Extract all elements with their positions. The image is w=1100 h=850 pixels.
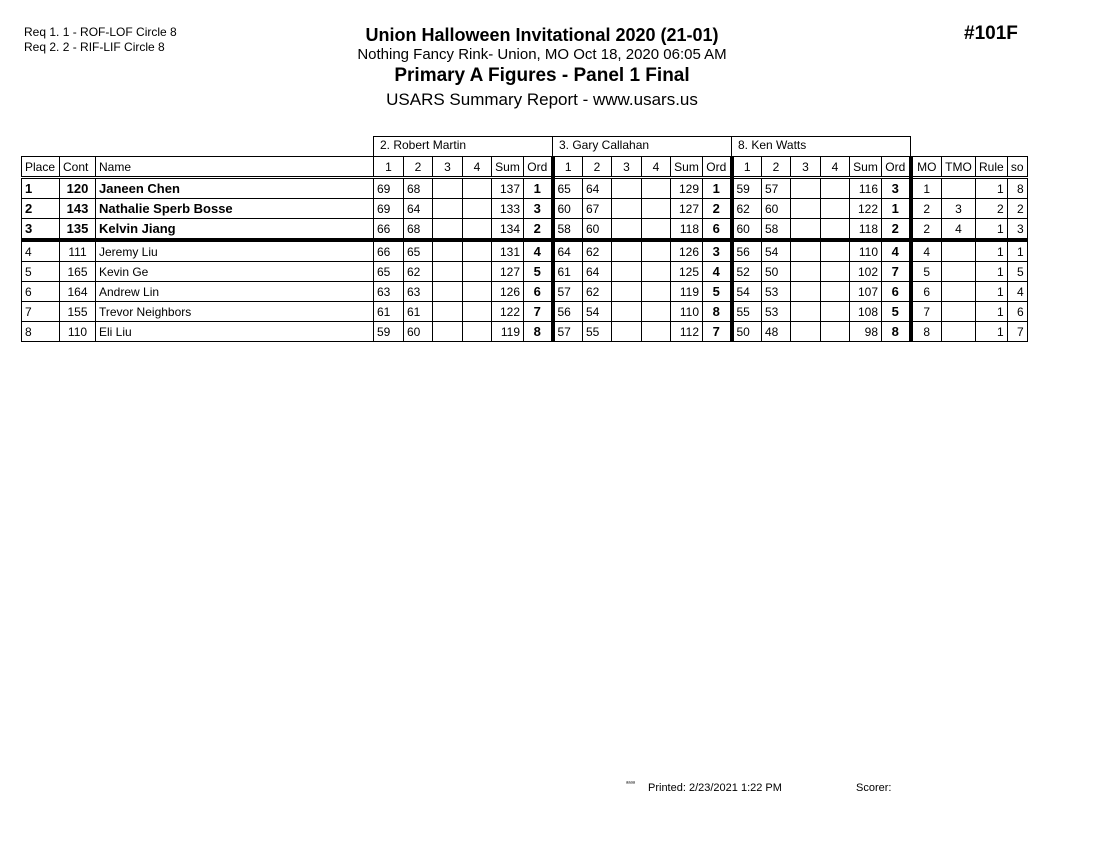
judge-2-fig3-score — [612, 219, 642, 241]
judge-2-fig3-score — [612, 322, 642, 342]
judge-2-sum: 118 — [671, 219, 703, 241]
judge-3-fig3-score — [791, 282, 821, 302]
table-row — [22, 178, 1028, 199]
judge-3-ordinal: 8 — [882, 322, 911, 342]
judge-3-fig4-score — [821, 262, 850, 282]
judge-1-fig1-score: 66 — [374, 240, 404, 262]
name-cell: Trevor Neighbors — [96, 302, 374, 322]
judge-1-fig3-score — [433, 178, 463, 199]
col-j1-fig2: 2 — [404, 157, 433, 178]
judge-1-fig4-score — [463, 262, 492, 282]
judge-2-fig1-score: 61 — [553, 262, 583, 282]
cont-cell: 111 — [60, 240, 96, 262]
place-cell: 7 — [22, 302, 60, 322]
mo-cell: 4 — [911, 240, 942, 262]
judge-2-fig2-score: 64 — [583, 178, 612, 199]
place-cell: 3 — [22, 219, 60, 241]
judge-2-fig1-score: 57 — [553, 282, 583, 302]
judge-2-fig4-score — [642, 322, 671, 342]
judge-2-ordinal: 8 — [703, 302, 732, 322]
judge-3-fig3-score — [791, 199, 821, 219]
judge-2-fig4-score — [642, 199, 671, 219]
judge-1-name: 2. Robert Martin — [374, 137, 553, 157]
name-cell: Kelvin Jiang — [96, 219, 374, 241]
judge-3-fig1-score: 62 — [732, 199, 762, 219]
judge-3-sum: 110 — [850, 240, 882, 262]
judge-1-fig1-score: 69 — [374, 199, 404, 219]
venue-line: Nothing Fancy Rink- Union, MO Oct 18, 2020 06:05 AM — [357, 46, 727, 63]
name-cell: Eli Liu — [96, 322, 374, 342]
judge-header-row — [22, 137, 1028, 157]
mo-cell: 5 — [911, 262, 942, 282]
judge-2-sum: 129 — [671, 178, 703, 199]
col-j3-fig1: 1 — [732, 157, 762, 178]
judge-2-fig1-score: 57 — [553, 322, 583, 342]
so-cell: 5 — [1007, 262, 1027, 282]
mo-cell: 7 — [911, 302, 942, 322]
judge-2-fig4-score — [642, 302, 671, 322]
judge-2-sum: 125 — [671, 262, 703, 282]
judge-2-fig2-score: 60 — [583, 219, 612, 241]
name-cell: Jeremy Liu — [96, 240, 374, 262]
judge-2-sum: 110 — [671, 302, 703, 322]
rule-cell: 1 — [976, 262, 1008, 282]
judge-1-sum: 137 — [492, 178, 524, 199]
place-cell: 1 — [22, 178, 60, 199]
judge-1-fig2-score: 61 — [404, 302, 433, 322]
judge-3-fig4-score — [821, 282, 850, 302]
col-j2-ord: Ord — [703, 157, 732, 178]
judge-1-fig2-score: 60 — [404, 322, 433, 342]
rule-cell: 2 — [976, 199, 1008, 219]
col-rule: Rule — [976, 157, 1008, 178]
judge-1-ordinal: 4 — [524, 240, 553, 262]
judge-1-fig4-score — [463, 282, 492, 302]
judge-2-ordinal: 1 — [703, 178, 732, 199]
judge-2-fig4-score — [642, 282, 671, 302]
judge-1-fig1-score: 63 — [374, 282, 404, 302]
mo-cell: 2 — [911, 219, 942, 241]
table-row — [22, 282, 1028, 302]
judge-1-fig2-score: 64 — [404, 199, 433, 219]
so-cell: 3 — [1007, 219, 1027, 241]
tmo-cell — [942, 262, 976, 282]
judge-2-ordinal: 3 — [703, 240, 732, 262]
rule-cell: 1 — [976, 322, 1008, 342]
judge-1-fig3-score — [433, 219, 463, 241]
judge-3-fig1-score: 55 — [732, 302, 762, 322]
report-header — [300, 24, 784, 111]
judge-3-ordinal: 3 — [882, 178, 911, 199]
col-j3-fig4: 4 — [821, 157, 850, 178]
judge-3-fig1-score: 60 — [732, 219, 762, 241]
judge-3-fig3-score — [791, 302, 821, 322]
judge-3-fig4-score — [821, 322, 850, 342]
place-cell: 4 — [22, 240, 60, 262]
judge-2-ordinal: 5 — [703, 282, 732, 302]
mo-cell: 8 — [911, 322, 942, 342]
judge-2-fig2-score: 67 — [583, 199, 612, 219]
rule-cell: 1 — [976, 282, 1008, 302]
judge-1-ordinal: 8 — [524, 322, 553, 342]
judge-1-fig2-score: 62 — [404, 262, 433, 282]
judge-1-sum: 122 — [492, 302, 524, 322]
col-j1-fig3: 3 — [433, 157, 463, 178]
judge-3-fig4-score — [821, 199, 850, 219]
col-j3-fig2: 2 — [762, 157, 791, 178]
judge-3-fig1-score: 59 — [732, 178, 762, 199]
table-row — [22, 219, 1028, 241]
name-cell: Kevin Ge — [96, 262, 374, 282]
tmo-cell: 3 — [942, 199, 976, 219]
judge-2-ordinal: 6 — [703, 219, 732, 241]
judge-1-fig1-score: 59 — [374, 322, 404, 342]
col-j1-fig4: 4 — [463, 157, 492, 178]
place-cell: 5 — [22, 262, 60, 282]
judge-1-fig4-score — [463, 199, 492, 219]
judge-3-fig2-score: 57 — [762, 178, 791, 199]
requirement-1: Req 1. 1 - ROF-LOF Circle 8 — [24, 25, 177, 39]
tmo-cell — [942, 178, 976, 199]
judge-3-fig3-score — [791, 219, 821, 241]
so-cell: 7 — [1007, 322, 1027, 342]
judge-2-fig1-score: 58 — [553, 219, 583, 241]
judge-3-fig3-score — [791, 322, 821, 342]
judge-3-fig4-score — [821, 178, 850, 199]
judge-3-ordinal: 7 — [882, 262, 911, 282]
col-j2-fig2: 2 — [583, 157, 612, 178]
judge-1-sum: 133 — [492, 199, 524, 219]
judge-3-ordinal: 2 — [882, 219, 911, 241]
mo-cell: 2 — [911, 199, 942, 219]
judge-2-fig3-score — [612, 240, 642, 262]
judge-3-sum: 107 — [850, 282, 882, 302]
judge-3-sum: 102 — [850, 262, 882, 282]
judge-1-sum: 131 — [492, 240, 524, 262]
col-j1-ord: Ord — [524, 157, 553, 178]
judge-3-fig1-score: 52 — [732, 262, 762, 282]
col-j3-fig3: 3 — [791, 157, 821, 178]
mo-cell: 6 — [911, 282, 942, 302]
judge-2-fig2-score: 55 — [583, 322, 612, 342]
results-table — [21, 136, 1028, 342]
cont-cell: 155 — [60, 302, 96, 322]
judge-3-fig4-score — [821, 302, 850, 322]
judge-2-ordinal: 2 — [703, 199, 732, 219]
judge-1-fig1-score: 61 — [374, 302, 404, 322]
col-name: Name — [96, 157, 374, 178]
judge-3-fig3-score — [791, 240, 821, 262]
requirement-2: Req 2. 2 - RIF-LIF Circle 8 — [24, 40, 165, 54]
column-header-row — [22, 157, 1028, 178]
judge-3-ordinal: 4 — [882, 240, 911, 262]
judge-1-fig2-score: 63 — [404, 282, 433, 302]
judge-1-fig3-score — [433, 199, 463, 219]
judge-1-fig2-score: 68 — [404, 178, 433, 199]
judge-1-fig4-score — [463, 219, 492, 241]
judge-3-sum: 122 — [850, 199, 882, 219]
cont-cell: 135 — [60, 219, 96, 241]
judge-2-fig2-score: 64 — [583, 262, 612, 282]
judge-2-fig3-score — [612, 282, 642, 302]
judge-3-fig4-score — [821, 219, 850, 241]
judge-1-ordinal: 2 — [524, 219, 553, 241]
col-j3-ord: Ord — [882, 157, 911, 178]
so-cell: 8 — [1007, 178, 1027, 199]
rule-cell: 1 — [976, 219, 1008, 241]
judge-1-fig1-score: 69 — [374, 178, 404, 199]
judge-3-ordinal: 6 — [882, 282, 911, 302]
event-title: Union Halloween Invitational 2020 (21-01) — [365, 25, 719, 45]
judge-3-fig1-score: 56 — [732, 240, 762, 262]
col-j2-fig3: 3 — [612, 157, 642, 178]
judge-3-sum: 98 — [850, 322, 882, 342]
judge-2-fig4-score — [642, 240, 671, 262]
judge-3-fig2-score: 58 — [762, 219, 791, 241]
judge-1-ordinal: 1 — [524, 178, 553, 199]
judge-2-fig3-score — [612, 199, 642, 219]
judge-2-ordinal: 4 — [703, 262, 732, 282]
table-row — [22, 262, 1028, 282]
judge-2-ordinal: 7 — [703, 322, 732, 342]
judge-3-fig2-score: 50 — [762, 262, 791, 282]
mo-cell: 1 — [911, 178, 942, 199]
judge-2-fig4-score — [642, 178, 671, 199]
judge-3-name: 8. Ken Watts — [732, 137, 911, 157]
judge-1-sum: 126 — [492, 282, 524, 302]
rule-cell: 1 — [976, 302, 1008, 322]
footer-mark: ᵃᵃᵃᵃ — [626, 781, 635, 787]
tmo-cell — [942, 282, 976, 302]
col-tmo: TMO — [942, 157, 976, 178]
table-row — [22, 240, 1028, 262]
judge-3-fig2-score: 53 — [762, 282, 791, 302]
so-cell: 4 — [1007, 282, 1027, 302]
col-place: Place — [22, 157, 60, 178]
judge-3-sum: 116 — [850, 178, 882, 199]
cont-cell: 143 — [60, 199, 96, 219]
judge-3-sum: 118 — [850, 219, 882, 241]
col-j2-fig4: 4 — [642, 157, 671, 178]
so-cell: 2 — [1007, 199, 1027, 219]
judge-1-fig3-score — [433, 240, 463, 262]
cont-cell: 165 — [60, 262, 96, 282]
col-mo: MO — [911, 157, 942, 178]
table-row — [22, 322, 1028, 342]
judge-2-fig2-score: 62 — [583, 282, 612, 302]
tmo-cell — [942, 302, 976, 322]
judge-1-fig3-score — [433, 282, 463, 302]
report-line: USARS Summary Report - www.usars.us — [386, 90, 698, 109]
judge-3-fig2-score: 48 — [762, 322, 791, 342]
judge-2-fig1-score: 64 — [553, 240, 583, 262]
judge-3-fig2-score: 60 — [762, 199, 791, 219]
judge-2-sum: 127 — [671, 199, 703, 219]
so-cell: 6 — [1007, 302, 1027, 322]
judge-2-fig3-score — [612, 178, 642, 199]
judge-3-sum: 108 — [850, 302, 882, 322]
judge-1-fig4-score — [463, 322, 492, 342]
col-j1-fig1: 1 — [374, 157, 404, 178]
name-cell: Andrew Lin — [96, 282, 374, 302]
cont-cell: 164 — [60, 282, 96, 302]
cont-cell: 110 — [60, 322, 96, 342]
judge-1-fig3-score — [433, 322, 463, 342]
event-number: #101F — [964, 23, 1018, 44]
so-cell: 1 — [1007, 240, 1027, 262]
place-cell: 6 — [22, 282, 60, 302]
judge-1-fig1-score: 65 — [374, 262, 404, 282]
table-row — [22, 302, 1028, 322]
printed-date: Printed: 2/23/2021 1:22 PM — [648, 782, 782, 794]
judge-2-fig2-score: 62 — [583, 240, 612, 262]
judge-2-fig1-score: 65 — [553, 178, 583, 199]
judge-2-sum: 126 — [671, 240, 703, 262]
name-cell: Janeen Chen — [96, 178, 374, 199]
rule-cell: 1 — [976, 178, 1008, 199]
judge-1-ordinal: 3 — [524, 199, 553, 219]
judge-3-fig1-score: 50 — [732, 322, 762, 342]
col-j2-sum: Sum — [671, 157, 703, 178]
tmo-cell — [942, 322, 976, 342]
judge-3-ordinal: 5 — [882, 302, 911, 322]
col-j2-fig1: 1 — [553, 157, 583, 178]
rule-cell: 1 — [976, 240, 1008, 262]
col-cont: Cont — [60, 157, 96, 178]
col-so: so — [1007, 157, 1027, 178]
judge-1-fig2-score: 65 — [404, 240, 433, 262]
requirements-list — [24, 25, 177, 55]
judge-1-fig1-score: 66 — [374, 219, 404, 241]
judge-2-fig4-score — [642, 262, 671, 282]
scorer-label: Scorer: — [856, 782, 892, 794]
judge-3-fig1-score: 54 — [732, 282, 762, 302]
judge-2-fig1-score: 60 — [553, 199, 583, 219]
judge-1-ordinal: 5 — [524, 262, 553, 282]
tmo-cell — [942, 240, 976, 262]
judge-1-ordinal: 7 — [524, 302, 553, 322]
judge-1-ordinal: 6 — [524, 282, 553, 302]
judge-1-fig4-score — [463, 178, 492, 199]
judge-3-fig4-score — [821, 240, 850, 262]
judge-2-fig3-score — [612, 302, 642, 322]
judge-1-fig2-score: 68 — [404, 219, 433, 241]
judge-1-fig3-score — [433, 302, 463, 322]
judge-2-fig4-score — [642, 219, 671, 241]
event-name: Primary A Figures - Panel 1 Final — [394, 65, 690, 86]
judge-3-fig3-score — [791, 178, 821, 199]
tmo-cell: 4 — [942, 219, 976, 241]
judge-3-fig2-score: 53 — [762, 302, 791, 322]
col-j3-sum: Sum — [850, 157, 882, 178]
judge-2-sum: 119 — [671, 282, 703, 302]
name-cell: Nathalie Sperb Bosse — [96, 199, 374, 219]
col-j1-sum: Sum — [492, 157, 524, 178]
judge-1-fig4-score — [463, 302, 492, 322]
judge-3-ordinal: 1 — [882, 199, 911, 219]
judge-2-fig1-score: 56 — [553, 302, 583, 322]
judge-1-fig3-score — [433, 262, 463, 282]
judge-3-fig2-score: 54 — [762, 240, 791, 262]
judge-2-fig2-score: 54 — [583, 302, 612, 322]
judge-2-name: 3. Gary Callahan — [553, 137, 732, 157]
judge-2-fig3-score — [612, 262, 642, 282]
place-cell: 2 — [22, 199, 60, 219]
judge-1-fig4-score — [463, 240, 492, 262]
judge-1-sum: 127 — [492, 262, 524, 282]
judge-3-fig3-score — [791, 262, 821, 282]
judge-2-sum: 112 — [671, 322, 703, 342]
judge-1-sum: 134 — [492, 219, 524, 241]
table-row — [22, 199, 1028, 219]
place-cell: 8 — [22, 322, 60, 342]
judge-1-sum: 119 — [492, 322, 524, 342]
cont-cell: 120 — [60, 178, 96, 199]
